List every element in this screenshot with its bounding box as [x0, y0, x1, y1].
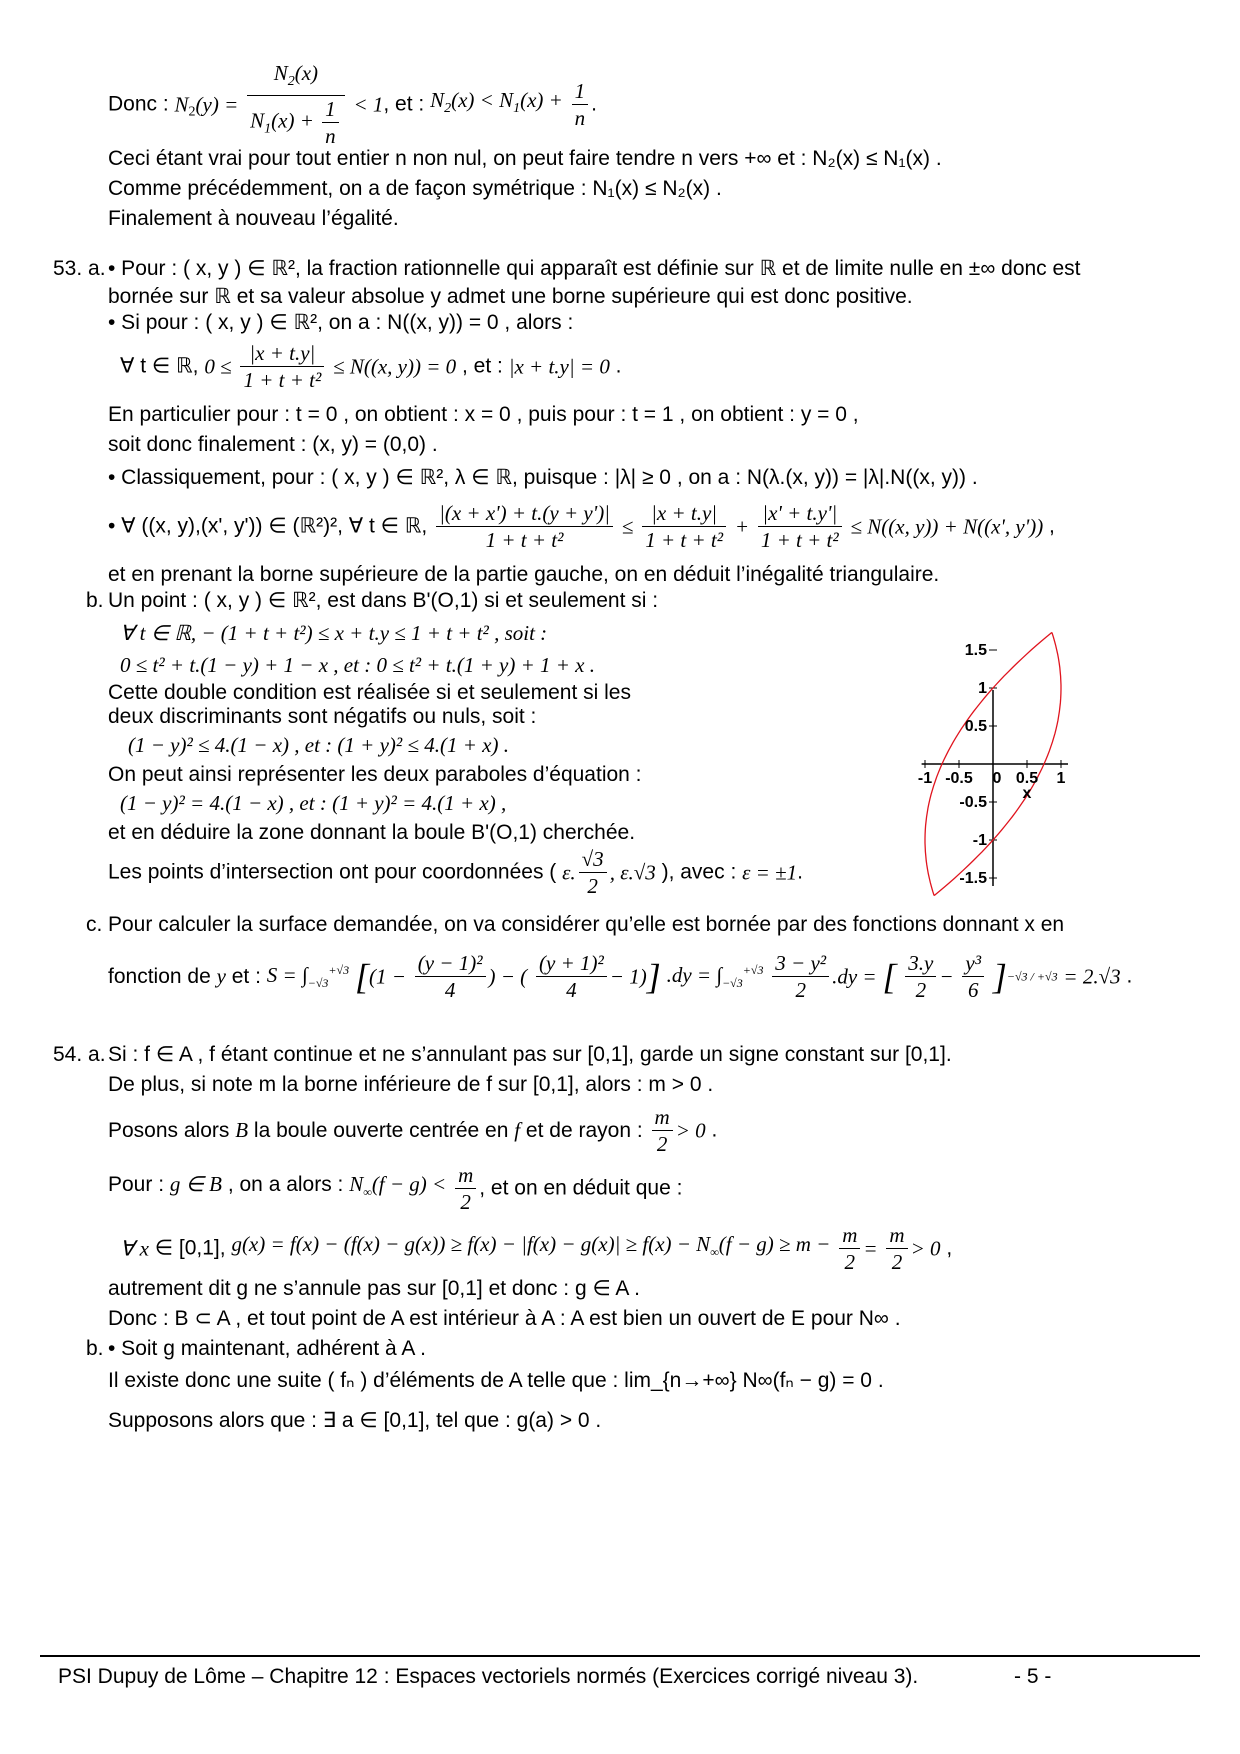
comme-text: Comme précédemment, on a de façon symétrique : N₁(x) ≤ N₂(x) .	[108, 177, 722, 200]
line-n2-inequality: Donc : $N_2(y)$ = $N_2(x)$ $N_1(x)$ + $\frac{1}{n}$ < 1, et : $N_2(x) < N_1(x)$ + $\frac{1}{n}$ .	[108, 61, 598, 149]
ex53-c-label: c.	[86, 913, 103, 936]
x-tick-label: 0	[992, 770, 1002, 787]
exercise-53-label: 53. a.	[53, 257, 106, 280]
ex54-a-line1: Si : f ∈ A , f étant continue et ne s’annulant pas sur [0,1], garde un signe constant sur [0,1].	[108, 1043, 952, 1066]
ex53-a-line2: bornée sur ℝ et sa valeur absolue y admet une borne supérieure qui est donc positive.	[108, 285, 913, 308]
finalement-text: Finalement à nouveau l’égalité.	[108, 207, 399, 230]
ex53-b-line4: Cette double condition est réalisée si et seulement si les	[108, 681, 631, 704]
ex53-b-line3: 0 ≤ t² + t.(1 − y) + 1 − x , et : 0 ≤ t² + t.(1 + y) + 1 + x .	[120, 653, 596, 677]
x-tick-label: 1	[1056, 770, 1066, 787]
ex53-b-line1: Un point : ( x, y ) ∈ ℝ², est dans B'(O,1) si et seulement si :	[108, 589, 659, 612]
ex54-b-label: b.	[86, 1337, 104, 1360]
ex54-a-line6: autrement dit g ne s’annule pas sur [0,1] et donc : g ∈ A .	[108, 1277, 640, 1300]
y-tick-label: -1	[972, 832, 987, 849]
y-tick-label: 0.5	[964, 718, 987, 735]
ex53-b-line8: (1 − y)² = 4.(1 − x) , et : (1 + y)² = 4.(1 + x) ,	[120, 791, 507, 815]
ex53-c-line1: Pour calculer la surface demandée, on va considérer qu’elle est bornée par des fonctions donnant x en	[108, 913, 1065, 936]
y-tick-label: 1.5	[964, 642, 987, 659]
y-tick-label: 1	[978, 680, 987, 697]
y-tick-label: -1.5	[959, 870, 987, 887]
ex53-a-forall-line: ∀ t ∈ ℝ, 0 ≤ $\frac{|x + t.y|}{\text{1 + t + t²}}$ ≤ N((x, y)) = 0 , et : |x + t.y| = 0 .	[120, 341, 622, 392]
ex53-b-line2: ∀ t ∈ ℝ, − (1 + t + t²) ≤ x + t.y ≤ 1 + t + t² , soit :	[120, 621, 548, 645]
ex53-a-line3: • Si pour : ( x, y ) ∈ ℝ², on a : N((x, y)) = 0 , alors :	[108, 311, 574, 334]
ex54-b-line1: • Soit g maintenant, adhérent à A .	[108, 1337, 426, 1360]
ex53-b-line6: (1 − y)² ≤ 4.(1 − x) , et : (1 + y)² ≤ 4.(1 + x) .	[128, 733, 509, 757]
ex53-a-line7: • Classiquement, pour : ( x, y ) ∈ ℝ², λ ∈ ℝ, puisque : |λ| ≥ 0 , on a : N(λ.(x, y)) = |λ|.N((x, y)) .	[108, 466, 978, 489]
page-number: - 5 -	[1014, 1665, 1052, 1688]
x-tick-label: 0.5	[1015, 770, 1039, 787]
ex54-a-line2: De plus, si note m la borne inférieure de f sur [0,1], alors : m > 0 .	[108, 1073, 714, 1096]
ex54-a-line7: Donc : B ⊂ A , et tout point de A est intérieur à A : A est bien un ouvert de E pour N∞ .	[108, 1307, 901, 1330]
ex53-b-label: b.	[86, 589, 104, 612]
ex54-a-line5: ∀ x ∈ [0,1], $g(x) = f(x) - (f(x) - g(x)) \ge f(x) - |f(x) - g(x)| \ge f(x) - N_\infty(f - g) \ge m$ − $\frac{m}{2}$ = $\frac{m}{2}$ > 0 ,	[120, 1223, 953, 1274]
ex53-b-intersection-line: Les points d’intersection ont pour coordonnées ( ε. $\frac{√3}{2}$ , ε.√3 ), avec : ε = ±1.	[108, 847, 803, 898]
ex53-a-line9: et en prenant la borne supérieure de la partie gauche, on en déduit l’inégalité triangulaire.	[108, 563, 940, 586]
parabola-ball-plot	[905, 642, 1070, 888]
x-axis-label: x	[1022, 785, 1032, 802]
exercise-54-label: 54. a.	[53, 1043, 106, 1066]
ex53-c-integral-line: fonction de y et : $S = \int_{-√3}^{+√3}$ [(1 − $\frac{\text{(y − 1)²}}{4}$ ) − ( $\frac{\text{(y + 1)²}}{4}$ − 1)] $.dy = \int_{-√3}^{+√3}$ $\frac{\text{3 − y²}}{2}$ .dy = [ $\frac{3.y}{2}$ − $\frac{\text{y³}}{6}$ ]−√3 / +√3 = 2.√3 .	[108, 951, 1133, 1002]
x-tick-label: -0.5	[945, 770, 973, 787]
ex54-b-line3: Supposons alors que : ∃ a ∈ [0,1], tel que : g(a) > 0 .	[108, 1409, 602, 1432]
x-tick-label: -1	[917, 770, 933, 787]
footer-title: PSI Dupuy de Lôme – Chapitre 12 : Espaces vectoriels normés (Exercices corrigé niveau 3).	[58, 1665, 919, 1688]
ex53-a-line6: soit donc finalement : (x, y) = (0,0) .	[108, 433, 438, 456]
ex54-a-line3: Posons alors B la boule ouverte centrée en f et de rayon : $\frac{m}{2}$ > 0 .	[108, 1105, 718, 1156]
ex53-a-line5: En particulier pour : t = 0 , on obtient : x = 0 , puis pour : t = 1 , on obtient : y = 0 ,	[108, 403, 859, 426]
ex53-a-line1: • Pour : ( x, y ) ∈ ℝ², la fraction rationnelle qui apparaît est définie sur ℝ et de limite nulle en ±∞ donc est	[108, 257, 1081, 280]
ex54-a-line4: Pour : g ∈ B , on a alors : $N_\infty(f - g)$ < $\frac{m}{2}$ , et on en déduit que :	[108, 1163, 683, 1214]
ex53-b-line5: deux discriminants sont négatifs ou nuls, soit :	[108, 705, 537, 728]
ex53-b-line7: On peut ainsi représenter les deux paraboles d’équation :	[108, 763, 642, 786]
ex53-b-line9: et en déduire la zone donnant la boule B'(O,1) cherchée.	[108, 821, 636, 844]
ex54-b-line2: Il existe donc une suite ( fₙ ) d’éléments de A telle que : lim_{n→+∞} N∞(fₙ − g) = 0 .	[108, 1369, 884, 1392]
footer-rule	[40, 1655, 1200, 1657]
ceci-text: Ceci étant vrai pour tout entier n non nul, on peut faire tendre n vers +∞ et : N₂(x) ≤ N₁(x) .	[108, 147, 942, 170]
y-tick-label: -0.5	[959, 794, 987, 811]
ex53-a-triangle-line: • ∀ ((x, y),(x', y')) ∈ (ℝ²)², ∀ t ∈ ℝ, $\frac{|(x + x') + t.(y + y')|}{\text{1 + t + t²}}$ ≤ $\frac{|x + t.y|}{\text{1 + t + t²}}$ + $\frac{|x' + t.y'|}{\text{1 + t + t²}}$ ≤ N((x, y)) + N((x', y')) ,	[108, 501, 1055, 552]
